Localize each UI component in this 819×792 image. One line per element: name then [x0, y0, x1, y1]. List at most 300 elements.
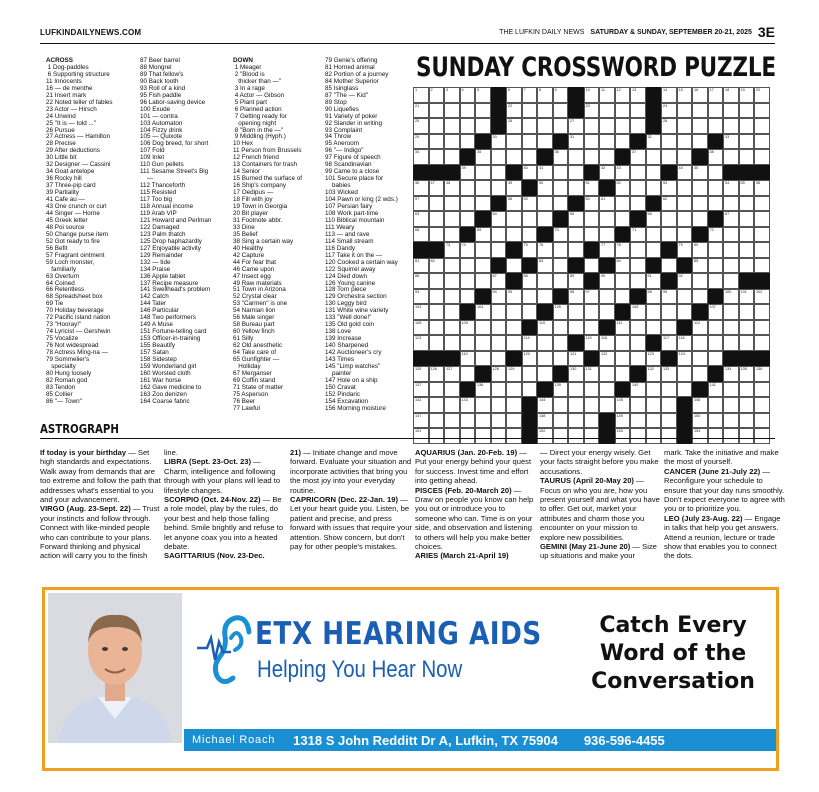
grid-cell[interactable] [646, 428, 662, 444]
grid-cell[interactable] [584, 382, 600, 398]
grid-cell[interactable] [630, 413, 646, 429]
grid-cell[interactable] [460, 428, 476, 444]
grid-cell[interactable] [413, 366, 429, 382]
grid-cell[interactable] [630, 242, 646, 258]
grid-cell[interactable] [537, 258, 553, 274]
grid-cell[interactable] [723, 289, 739, 305]
grid-cell[interactable] [553, 180, 569, 196]
grid-cell[interactable] [429, 320, 445, 336]
grid-cell[interactable] [522, 242, 538, 258]
grid-cell[interactable] [692, 273, 708, 289]
grid-cell[interactable] [754, 289, 770, 305]
grid-cell[interactable] [754, 227, 770, 243]
grid-cell[interactable] [506, 196, 522, 212]
grid-cell[interactable] [739, 227, 755, 243]
grid-cell[interactable] [754, 258, 770, 274]
grid-cell[interactable] [615, 258, 631, 274]
grid-cell[interactable] [491, 335, 507, 351]
grid-cell[interactable] [692, 335, 708, 351]
grid-cell[interactable] [491, 428, 507, 444]
grid-cell[interactable] [739, 413, 755, 429]
grid-cell[interactable] [692, 289, 708, 305]
grid-cell[interactable] [739, 382, 755, 398]
grid-cell[interactable] [708, 428, 724, 444]
grid-cell[interactable] [615, 289, 631, 305]
grid-cell[interactable] [460, 196, 476, 212]
grid-cell[interactable] [754, 196, 770, 212]
grid-cell[interactable] [661, 335, 677, 351]
grid-cell[interactable] [506, 227, 522, 243]
grid-cell[interactable] [584, 103, 600, 119]
grid-cell[interactable] [522, 289, 538, 305]
grid-cell[interactable] [413, 428, 429, 444]
grid-cell[interactable] [692, 413, 708, 429]
grid-cell[interactable] [522, 149, 538, 165]
grid-cell[interactable] [491, 351, 507, 367]
grid-cell[interactable] [537, 351, 553, 367]
grid-cell[interactable] [646, 165, 662, 181]
grid-cell[interactable] [615, 366, 631, 382]
grid-cell[interactable] [506, 428, 522, 444]
grid-cell[interactable] [754, 211, 770, 227]
grid-cell[interactable] [630, 118, 646, 134]
grid-cell[interactable] [708, 87, 724, 103]
grid-cell[interactable] [553, 273, 569, 289]
grid-cell[interactable] [615, 428, 631, 444]
grid-cell[interactable] [413, 211, 429, 227]
grid-cell[interactable] [475, 227, 491, 243]
grid-cell[interactable] [553, 258, 569, 274]
grid-cell[interactable] [537, 242, 553, 258]
grid-cell[interactable] [553, 165, 569, 181]
grid-cell[interactable] [754, 397, 770, 413]
grid-cell[interactable] [491, 413, 507, 429]
grid-cell[interactable] [475, 118, 491, 134]
grid-cell[interactable] [630, 335, 646, 351]
grid-cell[interactable] [413, 304, 429, 320]
grid-cell[interactable] [506, 304, 522, 320]
grid-cell[interactable] [444, 87, 460, 103]
grid-cell[interactable] [661, 304, 677, 320]
grid-cell[interactable] [754, 320, 770, 336]
grid-cell[interactable] [661, 227, 677, 243]
grid-cell[interactable] [646, 382, 662, 398]
grid-cell[interactable] [692, 428, 708, 444]
grid-cell[interactable] [723, 118, 739, 134]
grid-cell[interactable] [754, 428, 770, 444]
grid-cell[interactable] [599, 382, 615, 398]
grid-cell[interactable] [491, 366, 507, 382]
grid-cell[interactable] [584, 304, 600, 320]
grid-cell[interactable] [599, 196, 615, 212]
grid-cell[interactable] [723, 196, 739, 212]
grid-cell[interactable] [754, 304, 770, 320]
grid-cell[interactable] [444, 366, 460, 382]
grid-cell[interactable] [708, 227, 724, 243]
grid-cell[interactable] [599, 366, 615, 382]
grid-cell[interactable] [475, 149, 491, 165]
grid-cell[interactable] [429, 335, 445, 351]
grid-cell[interactable] [615, 165, 631, 181]
grid-cell[interactable] [646, 366, 662, 382]
grid-cell[interactable] [429, 149, 445, 165]
grid-cell[interactable] [491, 289, 507, 305]
grid-cell[interactable] [553, 242, 569, 258]
grid-cell[interactable] [708, 320, 724, 336]
grid-cell[interactable] [522, 351, 538, 367]
grid-cell[interactable] [568, 227, 584, 243]
grid-cell[interactable] [661, 103, 677, 119]
grid-cell[interactable] [429, 413, 445, 429]
grid-cell[interactable] [568, 118, 584, 134]
grid-cell[interactable] [444, 320, 460, 336]
grid-cell[interactable] [677, 351, 693, 367]
grid-cell[interactable] [630, 304, 646, 320]
grid-cell[interactable] [506, 258, 522, 274]
grid-cell[interactable] [615, 273, 631, 289]
grid-cell[interactable] [413, 320, 429, 336]
grid-cell[interactable] [630, 351, 646, 367]
grid-cell[interactable] [460, 211, 476, 227]
grid-cell[interactable] [677, 149, 693, 165]
grid-cell[interactable] [584, 149, 600, 165]
grid-cell[interactable] [444, 196, 460, 212]
grid-cell[interactable] [630, 227, 646, 243]
grid-cell[interactable] [630, 103, 646, 119]
grid-cell[interactable] [646, 289, 662, 305]
grid-cell[interactable] [429, 289, 445, 305]
grid-cell[interactable] [754, 134, 770, 150]
grid-cell[interactable] [723, 211, 739, 227]
grid-cell[interactable] [491, 242, 507, 258]
grid-cell[interactable] [584, 211, 600, 227]
grid-cell[interactable] [723, 397, 739, 413]
grid-cell[interactable] [506, 413, 522, 429]
grid-cell[interactable] [661, 87, 677, 103]
grid-cell[interactable] [568, 320, 584, 336]
grid-cell[interactable] [677, 165, 693, 181]
grid-cell[interactable] [460, 351, 476, 367]
grid-cell[interactable] [692, 397, 708, 413]
grid-cell[interactable] [584, 258, 600, 274]
grid-cell[interactable] [630, 397, 646, 413]
grid-cell[interactable] [429, 103, 445, 119]
grid-cell[interactable] [723, 335, 739, 351]
grid-cell[interactable] [661, 134, 677, 150]
grid-cell[interactable] [677, 273, 693, 289]
grid-cell[interactable] [568, 242, 584, 258]
grid-cell[interactable] [599, 273, 615, 289]
grid-cell[interactable] [677, 211, 693, 227]
grid-cell[interactable] [677, 180, 693, 196]
grid-cell[interactable] [491, 304, 507, 320]
grid-cell[interactable] [599, 351, 615, 367]
grid-cell[interactable] [630, 87, 646, 103]
grid-cell[interactable] [739, 103, 755, 119]
grid-cell[interactable] [723, 273, 739, 289]
grid-cell[interactable] [630, 382, 646, 398]
grid-cell[interactable] [739, 134, 755, 150]
grid-cell[interactable] [708, 180, 724, 196]
grid-cell[interactable] [661, 180, 677, 196]
grid-cell[interactable] [677, 103, 693, 119]
grid-cell[interactable] [661, 428, 677, 444]
grid-cell[interactable] [506, 103, 522, 119]
grid-cell[interactable] [723, 258, 739, 274]
grid-cell[interactable] [460, 242, 476, 258]
grid-cell[interactable] [708, 258, 724, 274]
grid-cell[interactable] [475, 242, 491, 258]
grid-cell[interactable] [475, 320, 491, 336]
grid-cell[interactable] [429, 196, 445, 212]
grid-cell[interactable] [646, 180, 662, 196]
grid-cell[interactable] [537, 289, 553, 305]
ad-phone[interactable]: 936-596-4455 [583, 732, 665, 748]
grid-cell[interactable] [553, 227, 569, 243]
grid-cell[interactable] [444, 180, 460, 196]
hearing-aids-ad[interactable] [42, 587, 779, 771]
grid-cell[interactable] [723, 366, 739, 382]
grid-cell[interactable] [537, 211, 553, 227]
grid-cell[interactable] [708, 196, 724, 212]
grid-cell[interactable] [708, 149, 724, 165]
grid-cell[interactable] [661, 413, 677, 429]
grid-cell[interactable] [739, 304, 755, 320]
grid-cell[interactable] [692, 180, 708, 196]
grid-cell[interactable] [739, 397, 755, 413]
grid-cell[interactable] [630, 196, 646, 212]
grid-cell[interactable] [429, 428, 445, 444]
grid-cell[interactable] [413, 258, 429, 274]
grid-cell[interactable] [599, 118, 615, 134]
grid-cell[interactable] [723, 87, 739, 103]
grid-cell[interactable] [708, 304, 724, 320]
grid-cell[interactable] [615, 103, 631, 119]
grid-cell[interactable] [475, 273, 491, 289]
grid-cell[interactable] [429, 118, 445, 134]
grid-cell[interactable] [444, 304, 460, 320]
grid-cell[interactable] [568, 134, 584, 150]
grid-cell[interactable] [429, 180, 445, 196]
grid-cell[interactable] [739, 289, 755, 305]
grid-cell[interactable] [615, 335, 631, 351]
grid-cell[interactable] [522, 103, 538, 119]
grid-cell[interactable] [444, 258, 460, 274]
grid-cell[interactable] [460, 258, 476, 274]
grid-cell[interactable] [413, 227, 429, 243]
grid-cell[interactable] [630, 180, 646, 196]
grid-cell[interactable] [723, 134, 739, 150]
grid-cell[interactable] [739, 258, 755, 274]
grid-cell[interactable] [522, 134, 538, 150]
grid-cell[interactable] [413, 413, 429, 429]
grid-cell[interactable] [754, 180, 770, 196]
grid-cell[interactable] [568, 165, 584, 181]
grid-cell[interactable] [522, 227, 538, 243]
grid-cell[interactable] [584, 196, 600, 212]
grid-cell[interactable] [692, 258, 708, 274]
grid-cell[interactable] [739, 211, 755, 227]
grid-cell[interactable] [553, 382, 569, 398]
grid-cell[interactable] [413, 180, 429, 196]
grid-cell[interactable] [475, 428, 491, 444]
grid-cell[interactable] [553, 351, 569, 367]
grid-cell[interactable] [599, 304, 615, 320]
grid-cell[interactable] [677, 304, 693, 320]
grid-cell[interactable] [522, 382, 538, 398]
grid-cell[interactable] [506, 320, 522, 336]
grid-cell[interactable] [475, 196, 491, 212]
grid-cell[interactable] [444, 149, 460, 165]
grid-cell[interactable] [475, 304, 491, 320]
grid-cell[interactable] [723, 320, 739, 336]
grid-cell[interactable] [615, 87, 631, 103]
grid-cell[interactable] [708, 273, 724, 289]
grid-cell[interactable] [460, 180, 476, 196]
grid-cell[interactable] [491, 165, 507, 181]
grid-cell[interactable] [506, 180, 522, 196]
grid-cell[interactable] [475, 351, 491, 367]
grid-cell[interactable] [630, 149, 646, 165]
grid-cell[interactable] [708, 165, 724, 181]
grid-cell[interactable] [460, 273, 476, 289]
grid-cell[interactable] [568, 289, 584, 305]
grid-cell[interactable] [444, 397, 460, 413]
grid-cell[interactable] [444, 289, 460, 305]
grid-cell[interactable] [646, 227, 662, 243]
grid-cell[interactable] [429, 134, 445, 150]
grid-cell[interactable] [413, 289, 429, 305]
grid-cell[interactable] [475, 180, 491, 196]
grid-cell[interactable] [754, 242, 770, 258]
grid-cell[interactable] [708, 351, 724, 367]
grid-cell[interactable] [413, 382, 429, 398]
grid-cell[interactable] [522, 304, 538, 320]
grid-cell[interactable] [460, 134, 476, 150]
grid-cell[interactable] [692, 320, 708, 336]
grid-cell[interactable] [429, 366, 445, 382]
grid-cell[interactable] [553, 304, 569, 320]
grid-cell[interactable] [522, 366, 538, 382]
grid-cell[interactable] [460, 320, 476, 336]
grid-cell[interactable] [429, 397, 445, 413]
grid-cell[interactable] [646, 273, 662, 289]
grid-cell[interactable] [506, 397, 522, 413]
grid-cell[interactable] [491, 134, 507, 150]
grid-cell[interactable] [646, 134, 662, 150]
grid-cell[interactable] [522, 118, 538, 134]
grid-cell[interactable] [599, 134, 615, 150]
grid-cell[interactable] [584, 118, 600, 134]
grid-cell[interactable] [584, 289, 600, 305]
grid-cell[interactable] [615, 180, 631, 196]
grid-cell[interactable] [553, 428, 569, 444]
grid-cell[interactable] [475, 165, 491, 181]
grid-cell[interactable] [444, 134, 460, 150]
grid-cell[interactable] [537, 335, 553, 351]
grid-cell[interactable] [553, 149, 569, 165]
grid-cell[interactable] [413, 335, 429, 351]
grid-cell[interactable] [537, 366, 553, 382]
grid-cell[interactable] [677, 118, 693, 134]
grid-cell[interactable] [661, 382, 677, 398]
grid-cell[interactable] [568, 428, 584, 444]
grid-cell[interactable] [475, 382, 491, 398]
grid-cell[interactable] [568, 149, 584, 165]
grid-cell[interactable] [522, 165, 538, 181]
grid-cell[interactable] [739, 149, 755, 165]
grid-cell[interactable] [568, 366, 584, 382]
grid-cell[interactable] [475, 87, 491, 103]
grid-cell[interactable] [723, 413, 739, 429]
grid-cell[interactable] [584, 320, 600, 336]
grid-cell[interactable] [506, 382, 522, 398]
grid-cell[interactable] [568, 382, 584, 398]
grid-cell[interactable] [599, 397, 615, 413]
grid-cell[interactable] [568, 211, 584, 227]
grid-cell[interactable] [568, 413, 584, 429]
grid-cell[interactable] [708, 242, 724, 258]
grid-cell[interactable] [692, 87, 708, 103]
grid-cell[interactable] [754, 87, 770, 103]
grid-cell[interactable] [553, 196, 569, 212]
grid-cell[interactable] [429, 273, 445, 289]
grid-cell[interactable] [754, 413, 770, 429]
grid-cell[interactable] [460, 366, 476, 382]
grid-cell[interactable] [429, 227, 445, 243]
grid-cell[interactable] [599, 211, 615, 227]
grid-cell[interactable] [553, 103, 569, 119]
grid-cell[interactable] [615, 320, 631, 336]
grid-cell[interactable] [460, 413, 476, 429]
grid-cell[interactable] [506, 289, 522, 305]
grid-cell[interactable] [708, 118, 724, 134]
grid-cell[interactable] [661, 211, 677, 227]
grid-cell[interactable] [692, 165, 708, 181]
grid-cell[interactable] [537, 165, 553, 181]
grid-cell[interactable] [739, 180, 755, 196]
grid-cell[interactable] [754, 118, 770, 134]
grid-cell[interactable] [553, 118, 569, 134]
grid-cell[interactable] [615, 134, 631, 150]
grid-cell[interactable] [537, 87, 553, 103]
grid-cell[interactable] [537, 273, 553, 289]
grid-cell[interactable] [615, 242, 631, 258]
grid-cell[interactable] [661, 149, 677, 165]
grid-cell[interactable] [646, 242, 662, 258]
grid-cell[interactable] [568, 351, 584, 367]
grid-cell[interactable] [739, 118, 755, 134]
grid-cell[interactable] [708, 413, 724, 429]
grid-cell[interactable] [475, 413, 491, 429]
grid-cell[interactable] [599, 149, 615, 165]
grid-cell[interactable] [739, 428, 755, 444]
grid-cell[interactable] [413, 118, 429, 134]
grid-cell[interactable] [568, 397, 584, 413]
grid-cell[interactable] [568, 180, 584, 196]
grid-cell[interactable] [413, 103, 429, 119]
grid-cell[interactable] [537, 196, 553, 212]
grid-cell[interactable] [460, 289, 476, 305]
grid-cell[interactable] [506, 134, 522, 150]
grid-cell[interactable] [537, 103, 553, 119]
grid-cell[interactable] [584, 428, 600, 444]
grid-cell[interactable] [413, 134, 429, 150]
grid-cell[interactable] [429, 258, 445, 274]
grid-cell[interactable] [692, 211, 708, 227]
grid-cell[interactable] [615, 351, 631, 367]
grid-cell[interactable] [444, 413, 460, 429]
